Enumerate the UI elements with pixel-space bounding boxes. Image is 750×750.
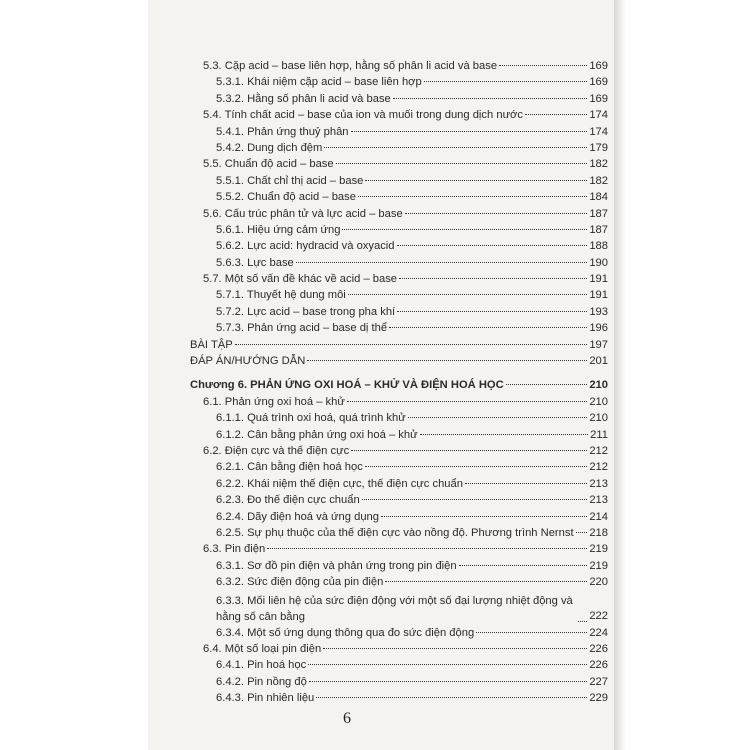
toc-entry-title: 5.3.1. Khái niệm cặp acid – base liên hợp xyxy=(216,76,422,89)
toc-entry-title: ĐÁP ÁN/HƯỚNG DẪN xyxy=(190,355,306,368)
toc-entry xyxy=(148,394,608,410)
toc-entry-title: 6.4. Một số loại pin điện xyxy=(203,642,322,655)
toc-leader-dots xyxy=(347,401,587,402)
toc-entry xyxy=(148,574,608,590)
toc-entry xyxy=(148,156,608,172)
book-page xyxy=(148,0,614,750)
page-gutter-shadow xyxy=(614,0,626,750)
toc-leader-dots xyxy=(397,245,588,246)
toc-leader-dots xyxy=(408,417,588,418)
toc-entry xyxy=(148,304,608,320)
toc-entry xyxy=(148,690,608,706)
toc-entry-title: 5.7. Một số vấn đề khác về acid – base xyxy=(203,273,398,286)
toc-leader-dots xyxy=(506,384,588,385)
toc-entry-page: 211 xyxy=(590,428,608,441)
toc-entry xyxy=(148,91,608,107)
toc-leader-dots xyxy=(476,632,587,633)
toc-leader-dots xyxy=(459,565,588,566)
toc-leader-dots xyxy=(323,648,587,649)
toc-entry-title: 6.3.1. Sơ đồ pin điện và phản ứng trong pin điện xyxy=(216,559,457,572)
toc-leader-dots xyxy=(362,499,588,500)
toc-entry xyxy=(148,353,608,369)
toc-entry-page: 219 xyxy=(589,543,608,556)
toc-entry xyxy=(148,287,608,303)
toc-entry-title: 5.4. Tính chất acid – base của ion và muối trong dung dịch nước xyxy=(203,109,523,122)
toc-leader-dots xyxy=(424,81,588,82)
toc-leader-dots xyxy=(365,466,588,467)
toc-entry-page: 218 xyxy=(589,526,608,539)
toc-entry-title: 6.2.1. Cân bằng điện hoá học xyxy=(216,461,363,474)
toc-entry-title: 6.3.2. Sức điện động của pin điện xyxy=(216,576,384,589)
toc-entry xyxy=(148,492,608,508)
toc-entry-page: 191 xyxy=(589,273,608,286)
toc-leader-dots xyxy=(420,434,589,435)
toc-entry-page: 220 xyxy=(589,576,608,589)
toc-entry xyxy=(148,222,608,238)
toc-entry-title: 6.2.4. Dãy điện hoá và ứng dụng xyxy=(216,510,379,523)
toc-entry-title: 5.5. Chuẩn độ acid – base xyxy=(203,158,334,171)
toc-leader-dots xyxy=(309,681,588,682)
toc-entry-page: 213 xyxy=(589,477,608,490)
toc-entry-title: 6.4.1. Pin hoá học xyxy=(216,659,307,672)
toc-leader-dots xyxy=(397,311,587,312)
toc-entry xyxy=(148,107,608,123)
toc-entry xyxy=(148,173,608,189)
toc-entry-title: 5.7.3. Phản ứng acid – base dị thể xyxy=(216,322,388,335)
toc-entry-title: BÀI TẬP xyxy=(190,338,233,351)
toc-entry xyxy=(148,641,608,657)
toc-entry xyxy=(148,320,608,336)
toc-leader-dots xyxy=(267,548,587,549)
toc-entry xyxy=(148,58,608,74)
toc-leader-dots xyxy=(235,344,588,345)
toc-entry-page: 212 xyxy=(589,461,608,474)
toc-entry-page: 187 xyxy=(589,207,608,220)
toc-entry xyxy=(148,377,608,393)
toc-leader-dots xyxy=(342,229,587,230)
toc-leader-dots xyxy=(385,581,587,582)
toc-entry-title: 6.2.5. Sự phụ thuộc của thế điện cực vào nồng độ. Phương trình Nernst xyxy=(216,526,574,539)
toc-leader-dots xyxy=(405,213,588,214)
toc-entry-title: 5.4.1. Phản ứng thuỷ phân xyxy=(216,125,349,138)
toc-entry xyxy=(148,271,608,287)
toc-leader-dots xyxy=(365,180,587,181)
toc-entry xyxy=(148,591,608,625)
toc-entry-page: 226 xyxy=(589,642,608,655)
toc-entry xyxy=(148,255,608,271)
toc-entry xyxy=(148,410,608,426)
toc-entry-page: 226 xyxy=(589,659,608,672)
toc-entry-title: Chương 6. PHẢN ỨNG OXI HOÁ – KHỬ VÀ ĐIỆN HOÁ HỌC xyxy=(190,379,504,392)
toc-entry-title: 5.6.3. Lực base xyxy=(216,256,294,269)
page-number: 6 xyxy=(343,710,351,727)
toc-entry-title: 5.4.2. Dung dịch đệm xyxy=(216,141,323,154)
toc-entry-title: 6.4.3. Pin nhiên liệu xyxy=(216,692,315,705)
toc-entry-page: 213 xyxy=(589,494,608,507)
toc-entry-page: 188 xyxy=(589,240,608,253)
toc-entry-page: 210 xyxy=(589,395,608,408)
toc-entry xyxy=(148,541,608,557)
toc-leader-dots xyxy=(525,114,587,115)
toc-entry xyxy=(148,509,608,525)
toc-leader-dots xyxy=(499,65,587,66)
toc-entry xyxy=(148,74,608,90)
toc-entry-title: 6.2. Điện cực và thế điện cực xyxy=(203,444,350,457)
toc-entry-title: 5.7.1. Thuyết hệ dung môi xyxy=(216,289,346,302)
toc-entry-title: 6.3. Pin điện xyxy=(203,543,266,556)
toc-entry-page: 222 xyxy=(589,610,608,623)
toc-leader-dots xyxy=(348,294,588,295)
toc-entry xyxy=(148,476,608,492)
toc-leader-dots xyxy=(576,532,588,533)
toc-entry xyxy=(148,427,608,443)
toc-entry xyxy=(148,189,608,205)
toc-entry-title: 6.4.2. Pin nồng độ xyxy=(216,675,307,688)
toc-leader-dots xyxy=(578,621,587,622)
toc-entry-page: 212 xyxy=(589,444,608,457)
toc-leader-dots xyxy=(316,697,587,698)
toc-leader-dots xyxy=(381,516,587,517)
toc-leader-dots xyxy=(389,327,587,328)
toc-leader-dots xyxy=(324,147,587,148)
toc-entry xyxy=(148,657,608,673)
toc-entry-title: 5.5.1. Chất chỉ thị acid – base xyxy=(216,174,364,187)
toc-entry-title: 6.1. Phản ứng oxi hoá – khử xyxy=(203,395,345,408)
toc-entry-page: 187 xyxy=(589,223,608,236)
toc-entry xyxy=(148,525,608,541)
toc-leader-dots xyxy=(393,98,588,99)
toc-leader-dots xyxy=(336,163,588,164)
toc-entry-title: 6.3.4. Một số ứng dụng thông qua đo sức điện động xyxy=(216,626,475,639)
toc-entry-page: 219 xyxy=(589,559,608,572)
toc-entry xyxy=(148,369,608,377)
toc-entry-title: 6.3.3. Mối liên hệ của sức điện động với một số đại lượng nhiệt động và hằng số cân bằng xyxy=(216,594,573,623)
toc-entry xyxy=(148,238,608,254)
toc-leader-dots xyxy=(308,664,587,665)
toc-entry-page: 227 xyxy=(589,675,608,688)
toc-leader-dots xyxy=(399,278,587,279)
toc-entry-title: 5.5.2. Chuẩn độ acid – base xyxy=(216,191,356,204)
toc-entry-title: 5.6.2. Lực acid: hydracid và oxyacid xyxy=(216,240,395,253)
toc-leader-dots xyxy=(465,483,587,484)
toc-leader-dots xyxy=(358,196,587,197)
toc-entry xyxy=(148,206,608,222)
toc-entry-title: 6.1.1. Quá trình oxi hoá, quá trình khử xyxy=(216,412,406,425)
toc-entry-page: 174 xyxy=(589,109,608,122)
toc-entry xyxy=(148,459,608,475)
table-of-contents xyxy=(148,58,608,706)
toc-entry-page: 214 xyxy=(589,510,608,523)
toc-entry-title: 5.6.1. Hiệu ứng cảm ứng xyxy=(216,223,341,236)
toc-entry-page: 193 xyxy=(589,305,608,318)
toc-entry-page: 179 xyxy=(589,141,608,154)
toc-entry-page: 182 xyxy=(589,174,608,187)
toc-leader-dots xyxy=(296,262,588,263)
toc-entry-page: 184 xyxy=(589,191,608,204)
toc-entry-page: 169 xyxy=(589,92,608,105)
toc-entry xyxy=(148,124,608,140)
toc-leader-dots xyxy=(351,450,587,451)
toc-entry-page: 191 xyxy=(589,289,608,302)
toc-entry-page: 224 xyxy=(589,626,608,639)
toc-entry-page: 197 xyxy=(589,338,608,351)
toc-entry-title: 6.2.2. Khái niệm thế điện cực, thế điện cực chuẩn xyxy=(216,477,463,490)
toc-entry-title: 6.2.3. Đo thế điện cực chuẩn xyxy=(216,494,360,507)
toc-leader-dots xyxy=(351,131,588,132)
toc-entry-title: 6.1.2. Cân bằng phản ứng oxi hoá – khử xyxy=(216,428,418,441)
toc-entry xyxy=(148,337,608,353)
toc-entry-title: 5.3. Cặp acid – base liên hợp, hằng số phân li acid và base xyxy=(203,60,498,72)
toc-entry-page: 210 xyxy=(589,412,608,425)
toc-entry xyxy=(148,558,608,574)
toc-entry xyxy=(148,674,608,690)
toc-entry-page: 210 xyxy=(589,379,608,392)
toc-entry xyxy=(148,443,608,459)
toc-entry-page: 190 xyxy=(589,256,608,269)
toc-entry-title: 5.6. Cấu trúc phân tử và lực acid – base xyxy=(203,207,403,220)
toc-leader-dots xyxy=(307,360,587,361)
toc-entry-title: 5.3.2. Hằng số phân li acid và base xyxy=(216,92,391,105)
toc-entry-page: 196 xyxy=(589,322,608,335)
toc-entry-title: 5.7.2. Lực acid – base trong pha khí xyxy=(216,305,396,318)
toc-entry xyxy=(148,140,608,156)
toc-entry-page: 229 xyxy=(589,692,608,705)
toc-entry xyxy=(148,625,608,641)
toc-entry-page: 174 xyxy=(589,125,608,138)
toc-entry-page: 169 xyxy=(589,60,608,72)
toc-entry-page: 169 xyxy=(589,76,608,89)
toc-entry-page: 201 xyxy=(589,355,608,368)
toc-entry-page: 182 xyxy=(589,158,608,171)
